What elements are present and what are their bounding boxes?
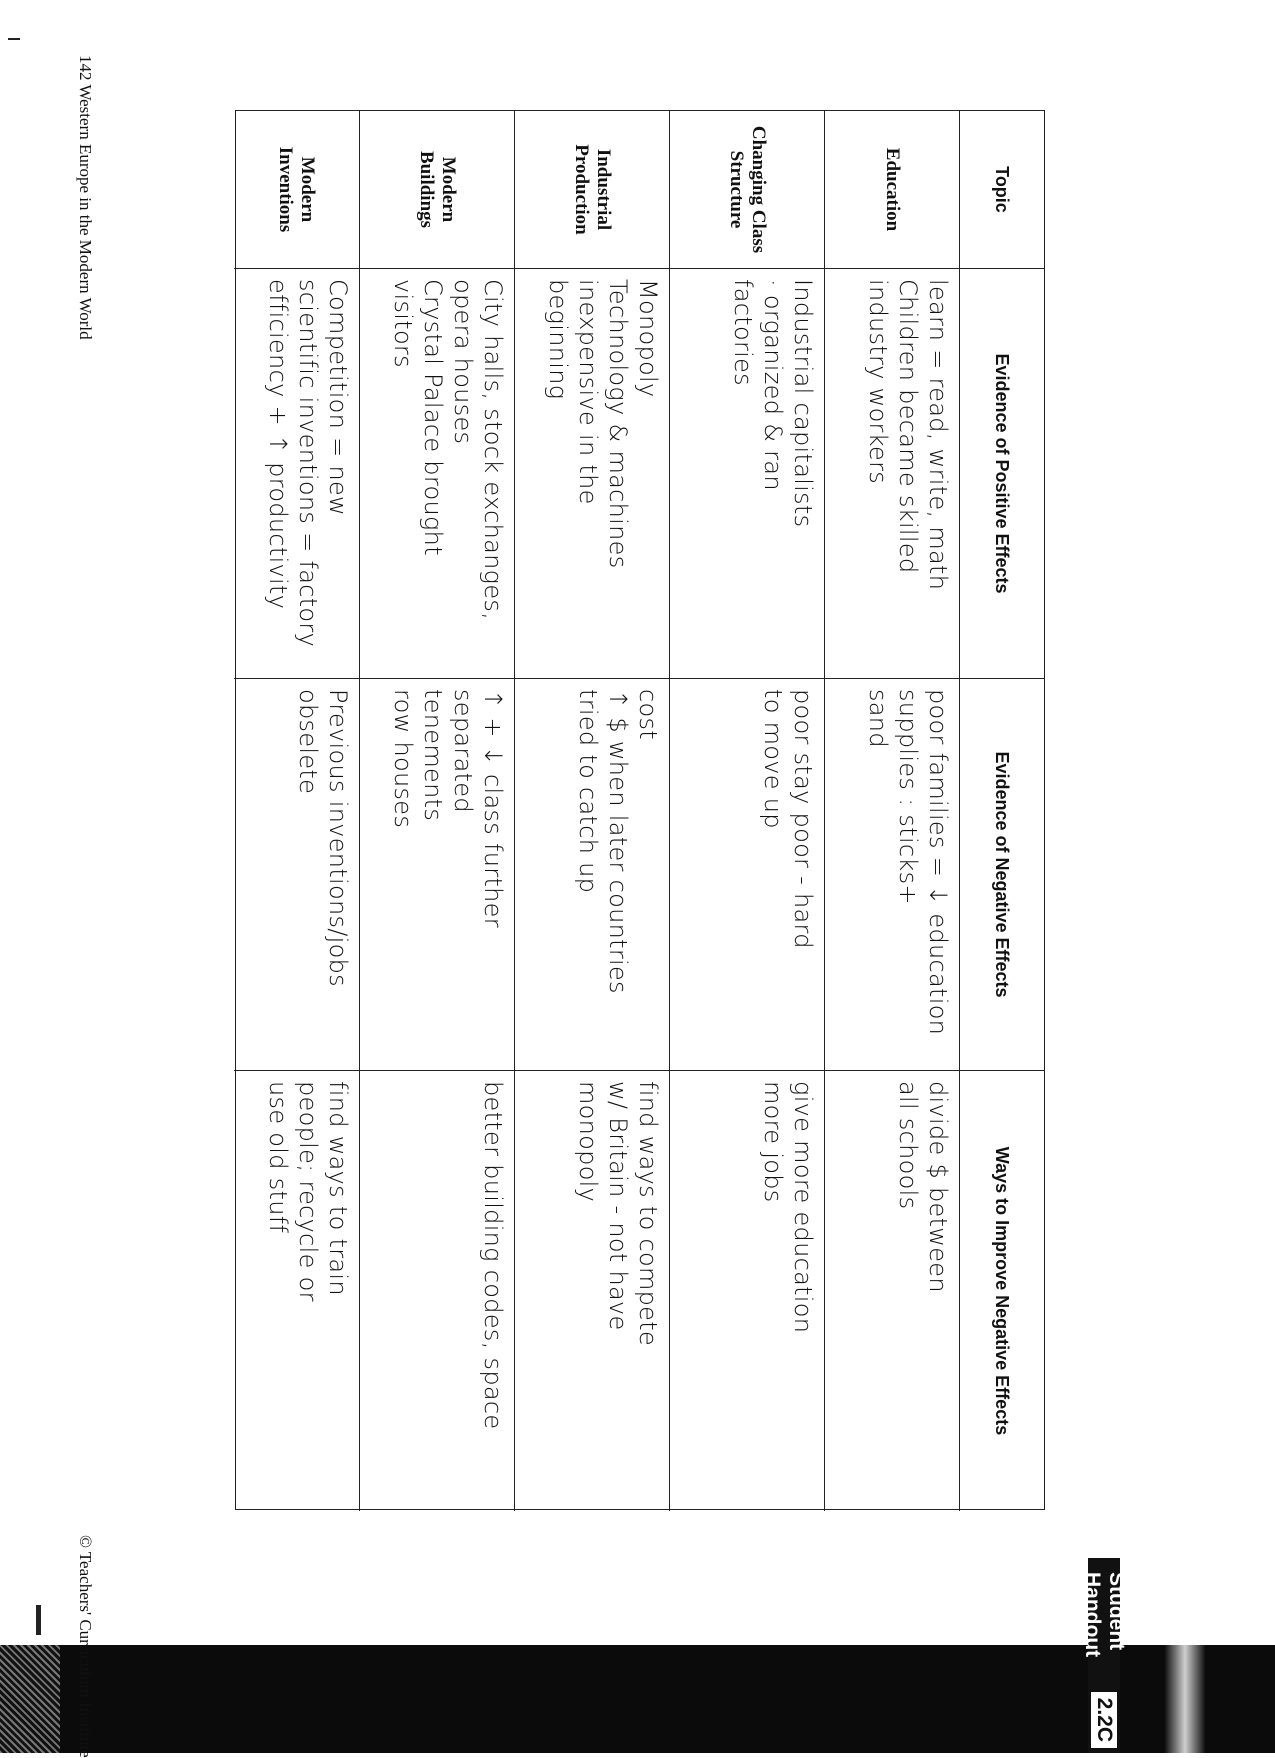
topic-industrial-production: Industrial Production — [514, 111, 669, 269]
header-improve: Ways to Improve Negative Effects — [959, 1071, 1044, 1511]
negative-education: poor families = ↓ education supplies : sticks+ sand — [824, 679, 959, 1071]
improve-class-structure: give more education more jobs — [669, 1071, 824, 1511]
badge-number: 2.2C — [1089, 1690, 1119, 1750]
effects-table — [235, 110, 1045, 1510]
improve-modern-inventions: find ways to train people; recycle or use old stuff — [264, 1081, 352, 1302]
header-positive: Evidence of Positive Effects — [959, 269, 1044, 679]
topic-modern-buildings: Modern Buildings — [359, 111, 514, 269]
topic-class-structure: Changing Class Structure — [669, 111, 824, 269]
badge-label: Student Handout — [1081, 1572, 1128, 1658]
header-topic: Topic — [959, 111, 1044, 269]
improve-education: divide $ between all schools — [824, 1071, 959, 1511]
positive-class-structure: Industrial capitalists · organized & ran factories — [669, 269, 824, 679]
positive-education: learn = read, write, math Children became skilled industry workers — [824, 269, 959, 679]
improve-modern-buildings: better building codes, space — [359, 1071, 514, 1511]
negative-modern-inventions: Previous inventions/jobs obselete — [234, 679, 359, 1071]
negative-industrial-production: cost ↑ $ when later countries tried to catch up — [514, 679, 669, 1071]
negative-modern-buildings: ↑ + ↓ class further separated tenements row houses — [359, 679, 514, 1071]
copyright-line: © Teachers' Curriculum Institute — [76, 1535, 95, 1758]
positive-modern-buildings: City halls, stock exchanges, opera houses Crystal Palace brought visitors — [359, 269, 514, 679]
improve-industrial-production: find ways to compete w/ Britain - not have monopoly — [514, 1071, 669, 1511]
negative-class-structure: poor stay poor - hard to move up — [669, 679, 824, 1071]
topic-modern-inventions: Modern Inventions — [234, 111, 359, 269]
header-negative: Evidence of Negative Effects — [959, 679, 1044, 1071]
positive-industrial-production: Monopoly Technology & machines inexpensive in the beginning — [514, 269, 669, 679]
page-header: 142 Western Europe in the Modern World — [76, 55, 95, 340]
positive-modern-inventions: Competition = new scientific inventions = factory efficiency + ↑ productivity — [234, 269, 359, 679]
student-handout-badge — [1081, 1558, 1128, 1753]
topic-education: Education — [824, 111, 959, 269]
